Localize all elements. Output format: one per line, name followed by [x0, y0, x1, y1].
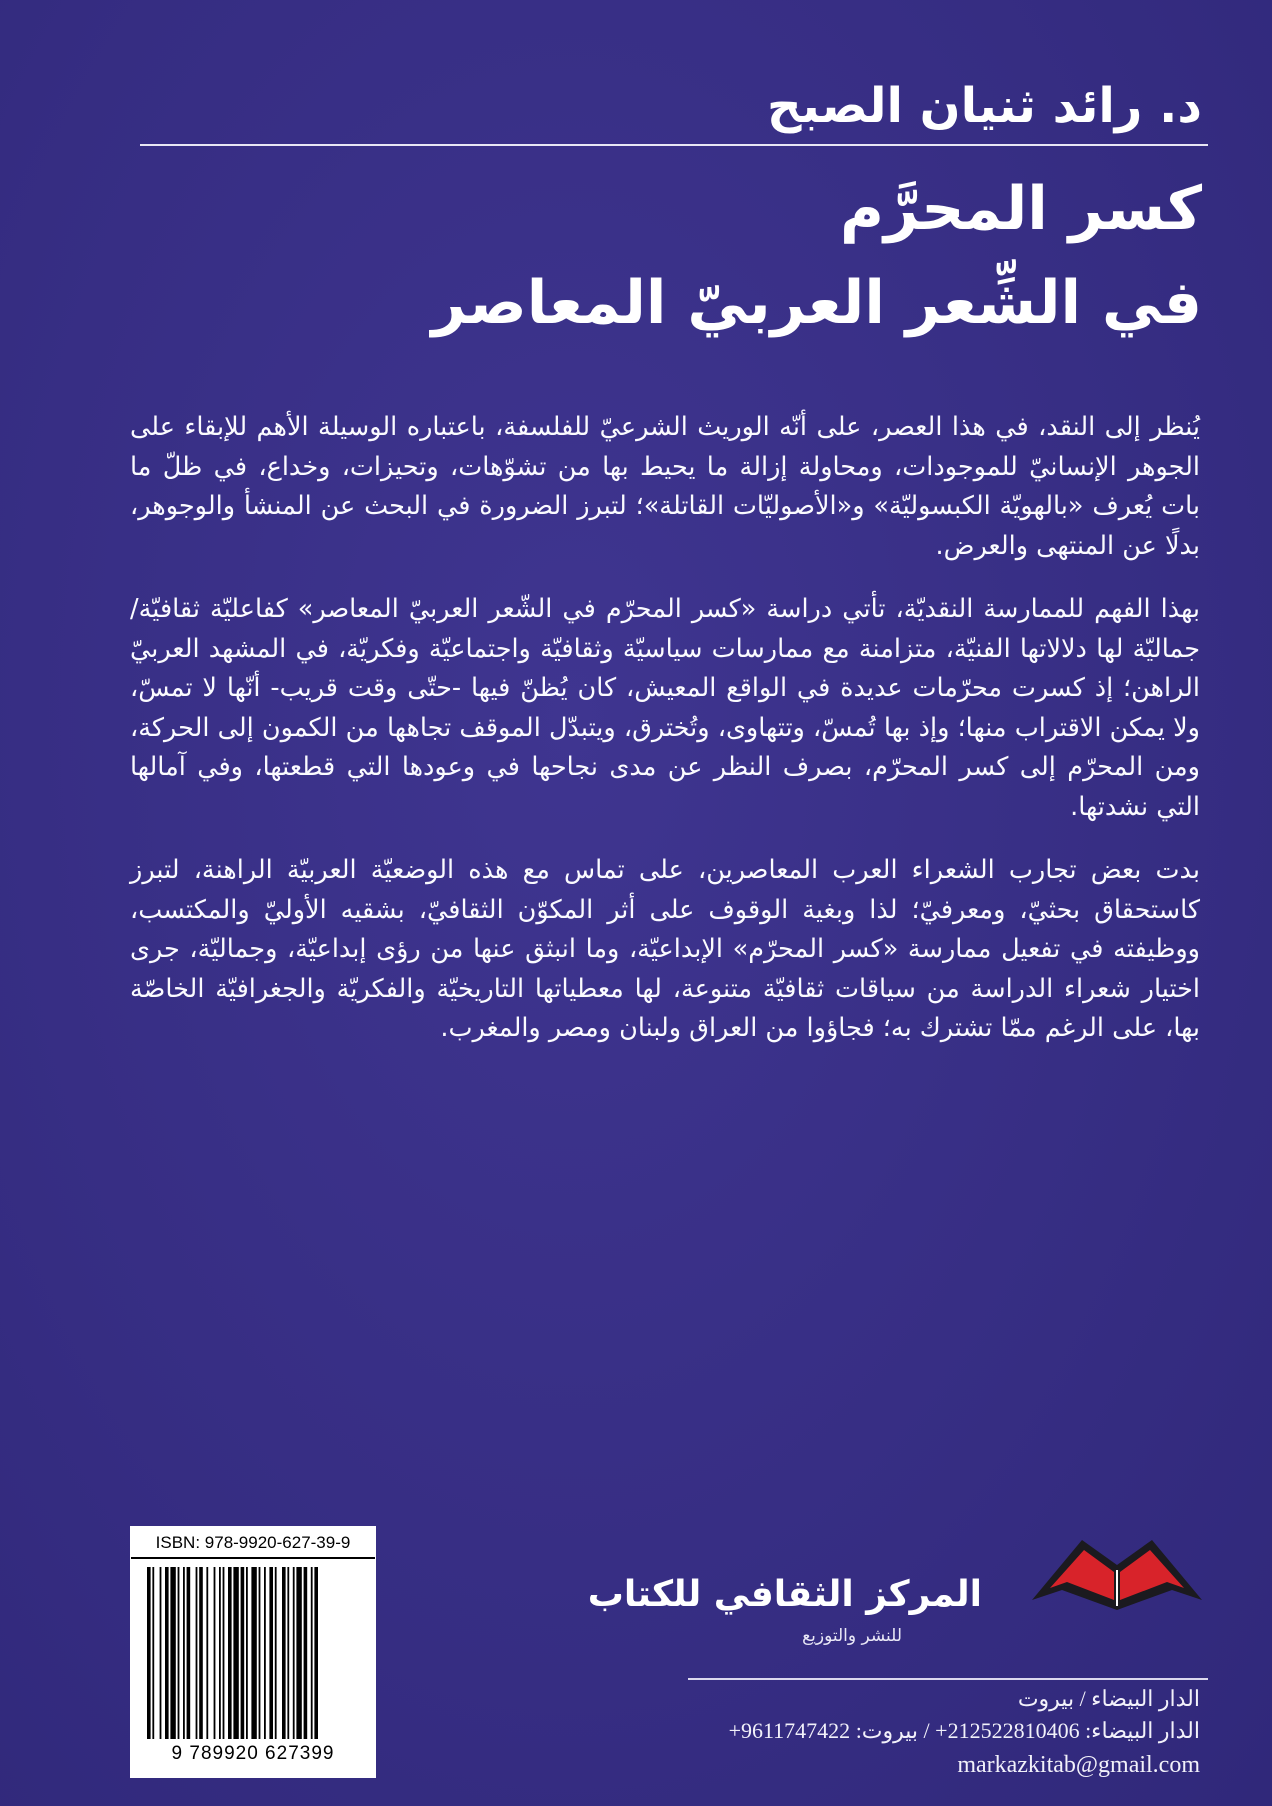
barcode-bar — [214, 1567, 216, 1739]
barcode-bar — [304, 1567, 308, 1739]
blurb-paragraph-1: يُنظر إلى النقد، في هذا العصر، على أنّه الوريث الشرعيّ للفلسفة، باعتباره الوسيلة الأهم للإبقاء على الجوهر الإنسانيّ للموجودات، ومحاولة إزالة ما يحيط بها من تشوّهات، وتحيزات، وخداع، في ظلّ ما بات يُعرف «بالهويّة الكبسوليّة» و«الأصوليّات القاتلة»؛ لتبرز الضرورة في البحث عن المنشأ والوجوهر، بدلًا عن المنتهى والعرض. — [130, 412, 1200, 561]
barcode-bar — [223, 1567, 225, 1739]
barcode-bar — [259, 1567, 261, 1739]
blurb — [130, 408, 1200, 1073]
barcode-bar — [219, 1567, 221, 1739]
barcode-bar — [264, 1567, 266, 1739]
barcode-digits: 9 789920 627399 — [171, 1743, 335, 1764]
barcode-bar — [293, 1567, 295, 1739]
barcode-bar — [246, 1567, 248, 1739]
publisher-cities: الدار البيضاء / بيروت — [1017, 1686, 1200, 1711]
barcode-bar — [241, 1567, 245, 1739]
barcode-bar — [196, 1567, 198, 1739]
barcode-bar — [170, 1567, 175, 1739]
publisher-phones: الدار البيضاء: 212522810406+ / بيروت: 9611747422+ — [728, 1718, 1200, 1743]
barcode-bar — [233, 1567, 238, 1739]
barcode-bar — [160, 1567, 162, 1739]
publisher-name: المركز الثقافي للكتاب — [587, 1574, 982, 1615]
barcode-bar — [275, 1567, 277, 1739]
barcode-bar — [269, 1567, 273, 1739]
title-line-2: في الشِّعر العربيّ المعاصر — [431, 268, 1202, 338]
barcode-bar — [296, 1567, 301, 1739]
isbn-label: ISBN: 978-9920-627-39-9 — [131, 1531, 375, 1559]
blurb-paragraph-2: بهذا الفهم للممارسة النقديّة، تأتي دراسة «كسر المحرّم في الشّعر العربيّ المعاصر» كفاعليّة ثقافيّة/جماليّة لها دلالاتها الفنيّة، متزامنة مع ممارسات سياسيّة وثقافيّة واجتماعيّة وفكريّة، في المشهد العربيّ الراهن؛ إذ كسرت محرّمات عديدة في الواقع المعيش، كان يُظنّ فيها -حتّى وقت قريب- أنّها لا تمسّ، ولا يمكن الاقتراب منها؛ وإذ بها تُمسّ، وتتهاوى، وتُخترق، ويتبدّل الموقف تجاهها من الكمون إلى الحركة، ومن المحرّم إلى كسر المحرّم، بصرف النظر عن مدى نجاحها في وعودها التي قطعتها، وفي آمالها التي نشدتها. — [130, 594, 1200, 822]
barcode-bar — [251, 1567, 256, 1739]
barcode-bar — [178, 1567, 180, 1739]
author-name: د. رائد ثنيان الصبح — [767, 78, 1202, 134]
book-title — [202, 162, 1202, 350]
barcode-bar — [187, 1567, 191, 1739]
barcode-bar — [147, 1567, 151, 1739]
title-line-1: كسر المحرَّم — [839, 174, 1202, 244]
barcode-bar — [165, 1567, 169, 1739]
blurb-paragraph-3: بدت بعض تجارب الشعراء العرب المعاصرين، على تماس مع هذه الوضعيّة العربيّة الراهنة، لتبرز كاستحقاق بحثيّ، ومعرفيّ؛ لذا وبغية الوقوف على أثر المكوّن الثقافيّ، بشقيه الأوليّ والمكتسب، ووظيفته في تفعيل ممارسة «كسر المحرّم» الإبداعيّة، وما انبثق عنها من رؤى إبداعيّة، وجماليّة، جرى اختيار شعراء الدراسة من سياقات ثقافيّة متنوعة، لها معطياتها التاريخيّة والفكريّة والجغرافيّة الخاصّة بها، على الرغم ممّا تشترك به؛ فجاؤوا من العراق ولبنان ومصر والمغرب. — [130, 855, 1200, 1043]
barcode-bar — [206, 1567, 208, 1739]
isbn-barcode — [130, 1526, 376, 1778]
barcode-bar — [282, 1567, 286, 1739]
barcode-bar — [311, 1567, 313, 1739]
publisher-email: markazkitab@gmail.com — [957, 1752, 1200, 1778]
barcode-bars — [147, 1567, 361, 1739]
publisher-subtitle: للنشر والتوزيع — [802, 1626, 902, 1646]
publisher-logo-icon — [1022, 1520, 1212, 1620]
barcode-bar — [228, 1567, 232, 1739]
barcode-bar — [287, 1567, 289, 1739]
barcode-bar — [183, 1567, 185, 1739]
header-divider — [140, 144, 1208, 146]
barcode-bar — [152, 1567, 154, 1739]
barcode-bar — [314, 1567, 318, 1739]
barcode-bar — [199, 1567, 203, 1739]
footer-divider — [688, 1678, 1208, 1680]
